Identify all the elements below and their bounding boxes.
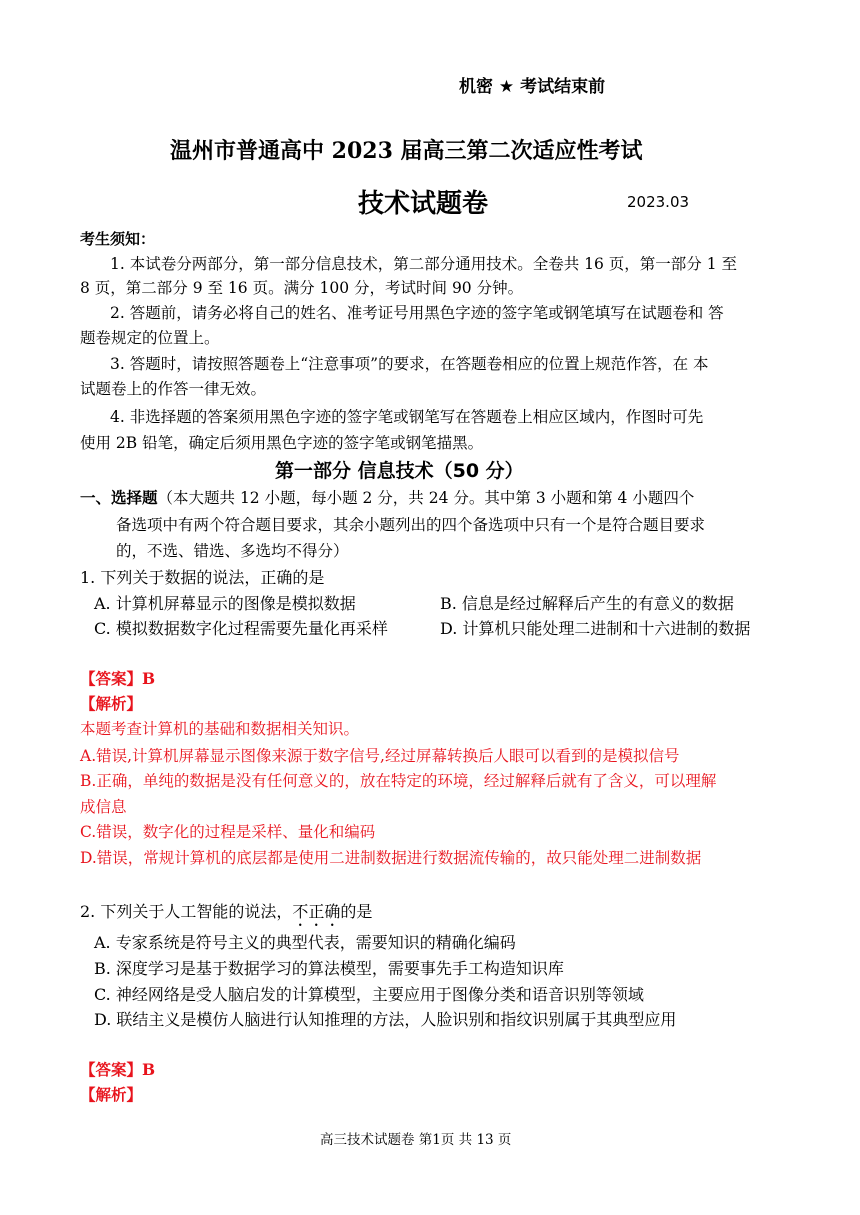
q2-answer: 【答案】B	[80, 1060, 156, 1079]
question-2-stem	[80, 899, 372, 930]
q1-option-c: C. 模拟数据数字化过程需要先量化再采样	[94, 619, 388, 638]
notice-line: 3. 答题时，请按照答题卷上“注意事项”的要求，在答题卷相应的位置上规范作答，在 本	[110, 355, 709, 373]
notice-line: 试题卷上的作答一律无效。	[80, 380, 267, 398]
notice-line: 4. 非选择题的答案须用黑色字迹的签字笔或钢笔写在答题卷上相应区域内，作图时可先	[110, 408, 704, 426]
q1-answer: 【答案】B	[80, 669, 156, 688]
confidential-mark: 机密 ★ 考试结束前	[459, 77, 606, 97]
q1-analysis-label: 【解析】	[80, 694, 143, 713]
q1-analysis-line: D.错误，常规计算机的底层都是使用二进制数据进行数据流传输的，故只能处理二进制数据	[80, 849, 702, 867]
choice-intro	[80, 486, 694, 508]
q2-option-c: C. 神经网络是受人脑启发的计算模型，主要应用于图像分类和语音识别等领域	[94, 985, 644, 1004]
exam-title: 温州市普通高中 2023 届高三第二次适应性考试	[170, 138, 643, 164]
exam-date: 2023.03	[627, 193, 690, 211]
q2-analysis-label: 【解析】	[80, 1085, 143, 1104]
choice-desc: （本大题共 12 小题，每小题 2 分，共 24 分。其中第 3 小题和第 4 小题四个	[157, 489, 695, 507]
q2-stem-part: 2. 下列关于人工智能的说法，	[80, 902, 293, 921]
page-footer: 高三技术试题卷 第1页 共 13 页	[320, 1132, 512, 1148]
q2-option-a: A. 专家系统是符号主义的典型代表，需要知识的精确化编码	[94, 933, 516, 952]
notice-line: 使用 2B 铅笔，确定后须用黑色字迹的签字笔或钢笔描黑。	[80, 434, 484, 452]
choice-desc-line: 备选项中有两个符合题目要求，其余小题列出的四个备选项中只有一个是符合题目要求	[116, 516, 706, 534]
notice-line: 1. 本试卷分两部分，第一部分信息技术，第二部分通用技术。全卷共 16 页，第一部分 1 至	[110, 255, 738, 273]
q1-option-b: B. 信息是经过解释后产生的有意义的数据	[440, 594, 734, 613]
q1-option-d: D. 计算机只能处理二进制和十六进制的数据	[440, 619, 751, 638]
q1-analysis-line: 成信息	[80, 798, 127, 816]
paper-subtitle: 技术试题卷	[358, 189, 489, 219]
q1-analysis-line: A.错误,计算机屏幕显示图像来源于数字信号,经过屏幕转换后人眼可以看到的是模拟信号	[80, 747, 680, 765]
q1-analysis-line: B.正确，单纯的数据是没有任何意义的，放在特定的环境，经过解释后就有了含义，可以理解	[80, 772, 717, 790]
choice-label: 一、选择题	[80, 488, 158, 507]
q1-analysis-line: C.错误，数字化的过程是采样、量化和编码	[80, 823, 376, 841]
notice-line: 题卷规定的位置上。	[80, 329, 220, 347]
notice-line: 8 页，第二部分 9 至 16 页。满分 100 分，考试时间 90 分钟。	[80, 279, 524, 297]
q2-option-b: B. 深度学习是基于数据学习的算法模型，需要事先手工构造知识库	[94, 959, 564, 978]
q1-option-a: A. 计算机屏幕显示的图像是模拟数据	[94, 594, 356, 613]
q1-analysis-line: 本题考查计算机的基础和数据相关知识。	[80, 720, 360, 738]
q2-stem-emphasis: 不正确	[292, 902, 341, 921]
section-title: 第一部分 信息技术（50 分）	[275, 460, 524, 482]
notice-line: 2. 答题前，请务必将自己的姓名、准考证号用黑色字迹的签字笔或钢笔填写在试题卷和 答	[110, 304, 724, 322]
q2-option-d: D. 联结主义是模仿人脑进行认知推理的方法，人脸识别和指纹识别属于其典型应用	[94, 1010, 677, 1029]
q2-stem-part: 的是	[340, 902, 373, 921]
question-1-stem: 1. 下列关于数据的说法，正确的是	[80, 568, 325, 587]
notice-heading: 考生须知：	[80, 230, 156, 248]
choice-desc-line: 的，不选、错选、多选均不得分）	[116, 542, 349, 560]
